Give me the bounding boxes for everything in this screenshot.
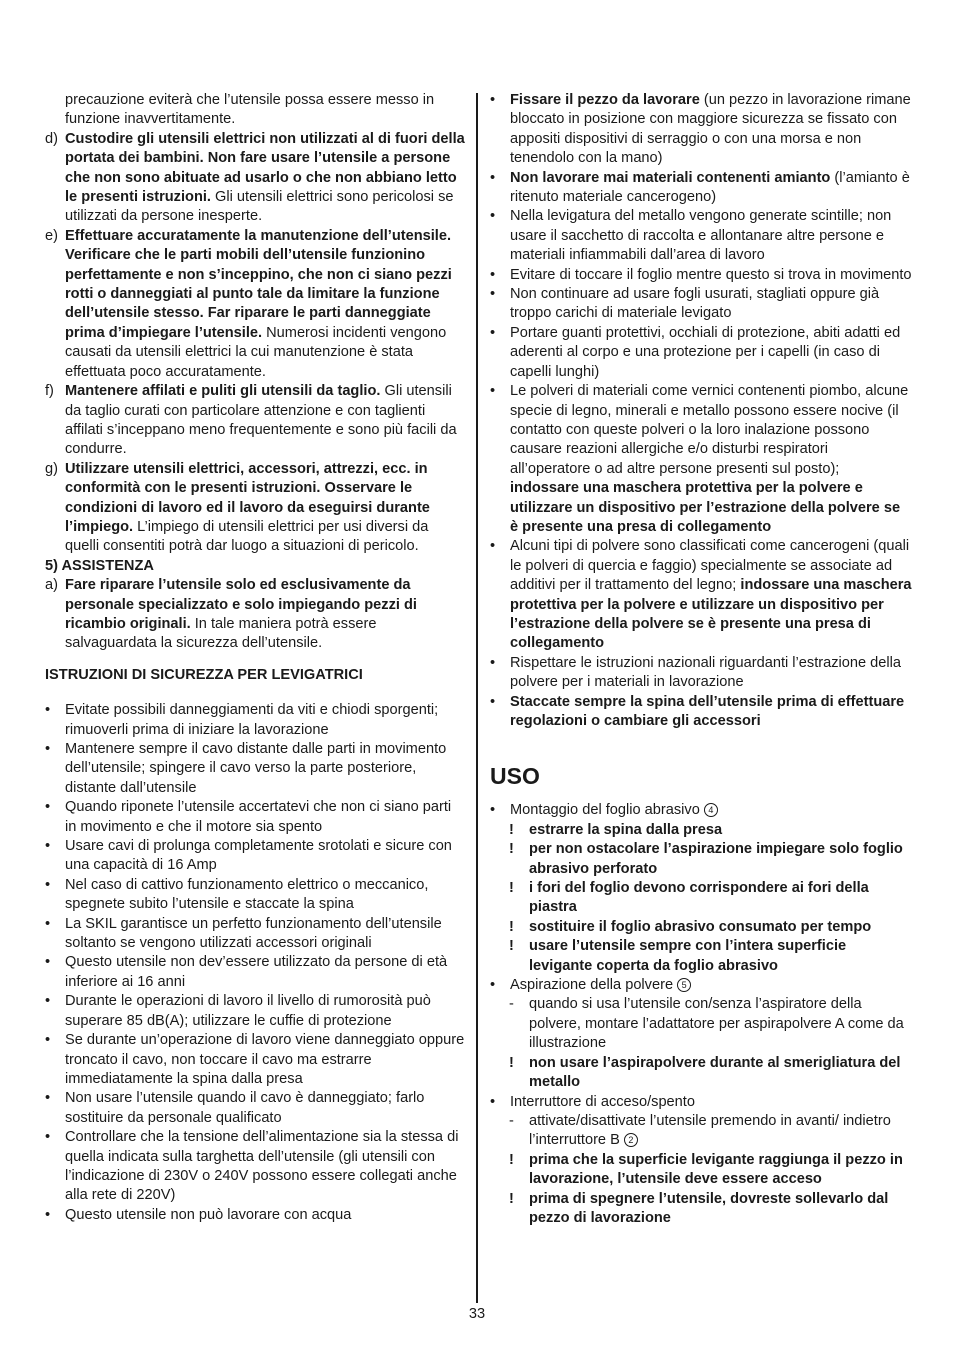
rule-g-text: L’impiego di utensili elettrici per usi diversi da quelli consentiti potrà dar luogo a situazioni di pericolo.: [65, 518, 429, 555]
warning-note: [490, 1190, 912, 1229]
safety-list-item: [45, 1031, 465, 1089]
switch-step: [490, 1112, 912, 1151]
rule-d: [45, 130, 465, 227]
warning-note: [490, 879, 912, 918]
safety-list-item: [45, 1206, 465, 1225]
rule-f-text: Gli utensili da taglio curati con particolare attenzione e con taglienti affilati s’inceppano meno frequentemente e sono più facili da condurre.: [65, 383, 457, 458]
rule-g-bold: Utilizzare utensili elettrici, accessori, attrezzi, ecc. in conformità con le presenti istruzioni. Osservare le condizioni di lavoro ed il lavoro da eseguirsi durante l’impiego.: [65, 460, 430, 535]
bullet-marker: •: [490, 802, 496, 819]
bullet-marker: •: [45, 993, 51, 1010]
safety-list-item-text: Questo utensile non dev’essere utilizzato da persone di età inferiore ai 16 anni: [65, 954, 448, 990]
warning-marker: !: [509, 1151, 514, 1168]
safety-list-item: [45, 740, 465, 798]
safety-item-harmful-dust: [490, 382, 912, 537]
bullet-marker: •: [45, 799, 51, 816]
warning-text: non usare l’aspirapolvere durante al smerigliatura del metallo: [529, 1054, 901, 1091]
bullet-marker: •: [490, 538, 496, 555]
warning-note: [490, 937, 912, 976]
safety-item-bold: Staccate sempre la spina dell’utensile prima di effettuare regolazioni o cambiare gli accessori: [510, 693, 905, 729]
safety-item-worn-sheets: [490, 285, 912, 324]
bullet-marker: •: [45, 915, 51, 932]
rule-g: [45, 460, 465, 557]
safety-list-item: [45, 876, 465, 915]
dust-extraction-warning: [490, 1054, 912, 1093]
bullet-marker: •: [490, 169, 496, 186]
warning-note: [490, 821, 912, 840]
dash-marker: -: [509, 996, 514, 1013]
warning-note-text: prima che la superficie levigante raggiunga il pezzo in lavorazione, l’utensile deve essere acceso: [529, 1151, 903, 1188]
warning-note-text: per non ostacolare l’aspirazione impiegare solo foglio abrasivo perforato: [529, 841, 903, 877]
safety-item-fix-workpiece: [490, 91, 912, 169]
rule-g-marker: g): [45, 460, 58, 477]
bullet-marker: •: [490, 286, 496, 303]
safety-list-item-text: La SKIL garantisce un perfetto funzionamento dell’utensile soltanto se vengono utilizzati accessori originali: [65, 915, 442, 952]
switch-notes: [490, 1151, 912, 1229]
warning-note-text: estrarre la spina dalla presa: [529, 821, 723, 838]
safety-item-carcinogenic-dust: [490, 537, 912, 653]
usage-item-text: Interruttore di acceso/spento: [510, 1093, 695, 1110]
warning-note-text: sostituire il foglio abrasivo consumato per tempo: [529, 918, 872, 935]
safety-item-text: Evitare di toccare il foglio mentre questo si trova in movimento: [510, 266, 912, 283]
bullet-marker: •: [490, 977, 496, 994]
rule-e-text: Numerosi incidenti vengono causati da utensili elettrici la cui manutenzione è stata effettuata poco accuratamente.: [65, 324, 447, 380]
bullet-marker: •: [490, 92, 496, 108]
bullet-marker: •: [45, 1090, 51, 1107]
usage-item-text: Aspirazione della polvere: [510, 977, 674, 994]
safety-list-item: [45, 992, 465, 1031]
safety-list-item-text: Durante le operazioni di lavoro il livello di rumorosità può superare 85 dB(A); utilizzare le cuffie di protezione: [65, 993, 431, 1029]
rule-a-bold: Fare riparare l’utensile solo ed esclusivamente da personale specializzato e solo impiegando pezzi di ricambio originali.: [65, 577, 417, 632]
safety-item-bold: indossare una maschera protettiva per la polvere e utilizzare un dispositivo per l’estrazione della polvere se è presente una presa di collegamento: [510, 480, 901, 535]
safety-item-asbestos: [490, 169, 912, 208]
safety-item-bold: Fissare il pezzo da lavorare: [510, 92, 700, 108]
rule-d-text: Gli utensili elettrici sono pericolosi se utilizzati da persone inesperte.: [65, 189, 454, 225]
safety-item-bold: indossare una maschera protettiva per la polvere e utilizzare un dispositivo per l’estrazione della polvere se è presente una presa di collegamento: [510, 577, 912, 652]
bullet-marker: •: [490, 208, 496, 225]
figure-5-ref-icon: 5: [677, 978, 691, 992]
step-text: quando si usa l’utensile con/senza l’aspiratore della polvere, montare l’adattatore per aspirapolvere A come da illustrazione: [529, 996, 904, 1052]
safety-list-item-text: Se durante un’operazione di lavoro viene danneggiato oppure troncato il cavo, non toccare il cavo ma estrarre immediatamente la spina dalla presa: [65, 1032, 465, 1087]
warning-note-text: i fori del foglio devono corrispondere ai fori della piastra: [529, 880, 869, 916]
figure-4-ref-icon: 4: [704, 803, 718, 817]
bullet-marker: •: [45, 876, 51, 893]
bullet-marker: •: [490, 1093, 496, 1110]
safety-item-sparks: [490, 207, 912, 265]
warning-marker: !: [509, 880, 514, 897]
rule-f-bold: Mantenere affilati e puliti gli utensili da taglio.: [65, 383, 381, 400]
warning-marker: !: [509, 841, 514, 858]
dust-extraction-step: [490, 995, 912, 1053]
page-number: 33: [468, 1306, 486, 1322]
figure-2-ref-icon: 2: [624, 1133, 638, 1147]
safety-list-item: [45, 953, 465, 992]
warning-note-text: usare l’utensile sempre con l’intera superficie levigante coperta da foglio abrasivo: [529, 938, 847, 974]
warning-marker: !: [509, 1054, 514, 1071]
sander-safety-list: [45, 701, 465, 1225]
bullet-marker: •: [45, 838, 51, 855]
bullet-marker: •: [45, 954, 51, 971]
safety-item-text: Portare guanti protettivi, occhiali di protezione, abiti adatti ed aderenti al corpo e una protezione per i capelli (in caso di capelli lunghi): [510, 324, 901, 380]
safety-list-item-text: Mantenere sempre il cavo distante dalle parti in movimento dell’utensile; spingere il cavo verso la parte posteriore, distante dall’utensile: [65, 741, 447, 796]
safety-item-text: Alcuni tipi di polvere sono classificati come cancerogeni (quali le polveri di quercia e faggio) specialmente se associate ad additivi per il trattamento del legno;: [510, 538, 910, 594]
sander-safety-heading: ISTRUZIONI DI SICUREZZA PER LEVIGATRICI: [45, 666, 363, 683]
bullet-marker: •: [45, 741, 51, 757]
usage-item-text: Montaggio del foglio abrasivo: [510, 802, 700, 819]
safety-list-item: [45, 701, 465, 740]
warning-note: [490, 1151, 912, 1190]
safety-list-item: [45, 837, 465, 876]
safety-item-text: Non continuare ad usare fogli usurati, stagliati oppure già troppo carichi di materiale levigato: [510, 286, 880, 322]
warning-marker: !: [509, 938, 514, 955]
column-divider: [476, 93, 478, 1303]
left-column: [45, 91, 465, 1225]
safety-list-item: [45, 1128, 465, 1206]
safety-item-text: (l’amianto è ritenuto materiale cancerogeno): [510, 169, 910, 206]
rule-d-marker: d): [45, 130, 58, 147]
warning-marker: !: [509, 1190, 514, 1207]
safety-list-item: [45, 798, 465, 837]
warning-note-text: prima di spegnere l’utensile, dovreste sollevarlo dal pezzo di lavorazione: [529, 1190, 889, 1226]
usage-item-dust-extraction: [490, 976, 912, 995]
safety-list-item: [45, 915, 465, 954]
safety-list-item-text: Usare cavi di prolunga completamente srotolati e sicure con una capacità di 16 Amp: [65, 838, 452, 874]
safety-list-item-text: Controllare che la tensione dell’alimentazione sia la stessa di quella indicata sulla targhetta dell’utensile (gli utensili con l’indicazione di 230V o 240V possono essere collegati anche alla rete di 220V): [65, 1129, 459, 1204]
rule-a-text: In tale maniera potrà essere salvaguardata la sicurezza dell’utensile.: [65, 615, 377, 652]
safety-item-unplug: [490, 693, 912, 732]
safety-list-item-text: Evitate possibili danneggiamenti da viti e chiodi sporgenti; rimuoverli prima di iniziare la lavorazione: [65, 702, 439, 738]
rule-f-marker: f): [45, 383, 54, 400]
safety-list-item-text: Questo utensile non può lavorare con acqua: [65, 1206, 352, 1223]
rule-e: [45, 227, 465, 382]
rule-e-bold: Effettuare accuratamente la manutenzione dell’utensile. Verificare che le parti mobili dell’utensile funzionino perfettamente e non s’inceppino, che non ci siano pezzi rotti o danneggiati al punto tale da limitare la funzione dell’utensile stesso. Far riparare le parti danneggiate prima d’impiegare l’utensile.: [65, 227, 452, 341]
bullet-marker: •: [45, 1129, 51, 1146]
dash-marker: -: [509, 1112, 514, 1129]
warning-note: [490, 840, 912, 879]
safety-item-text: Rispettare le istruzioni nazionali riguardanti l’estrazione della polvere per i materiali in lavorazione: [510, 654, 901, 691]
bullet-marker: •: [45, 1032, 51, 1049]
bullet-marker: •: [45, 702, 51, 719]
uso-heading: USO: [490, 763, 540, 790]
safety-item-protective-gear: [490, 324, 912, 382]
bullet-marker: •: [45, 1206, 51, 1223]
rule-a: [45, 576, 465, 654]
warning-marker: !: [509, 918, 514, 935]
safety-list-item-text: Nel caso di cattivo funzionamento elettrico o meccanico, spegnete subito l’utensile e staccate la spina: [65, 876, 429, 913]
rule-d-bold: Custodire gli utensili elettrici non utilizzati al di fuori della portata dei bambini. Non fare usare l’utensile a persone che non sono abituate ad usarlo o che non abbiano letto le presenti istruzioni.: [65, 130, 465, 206]
sheet-mounting-notes: [490, 821, 912, 976]
usage-item-on-off-switch: [490, 1093, 912, 1112]
safety-list-item-text: Quando riponete l’utensile accertatevi che non ci siano parti in movimento e che il motore sia spento: [65, 799, 452, 835]
intro-paragraph: precauzione eviterà che l’utensile possa essere messo in funzione inavvertitamente.: [65, 92, 435, 128]
step-text: attivate/disattivate l’utensile premendo in avanti/ indietro l’interruttore B: [529, 1112, 891, 1149]
rule-e-marker: e): [45, 227, 58, 244]
safety-list-item: [45, 1089, 465, 1128]
section-5-heading: 5) ASSISTENZA: [45, 557, 154, 574]
safety-list-item-text: Non usare l’utensile quando il cavo è danneggiato; farlo sostituire da personale qualificato: [65, 1090, 425, 1126]
bullet-marker: •: [490, 266, 496, 283]
warning-marker: !: [509, 821, 514, 838]
usage-item-sheet-mounting: [490, 801, 912, 820]
safety-item-text: Nella levigatura del metallo vengono generate scintille; non usare il sacchetto di raccolta e allontanare altre persone e materiali infiammabili dall’area di lavoro: [510, 208, 892, 264]
bullet-marker: •: [490, 693, 496, 710]
safety-item-text: Le polveri di materiali come vernici contenenti piombo, alcune specie di legno, minerali e metallo possono essere nocive (il contatto con queste polveri o la loro inalazione possono causare reazioni allergiche e/o disturbi respiratori all’operatore o ad altre persone presenti sul posto);: [510, 383, 909, 477]
warning-note: [490, 918, 912, 937]
safety-item-national-rules: [490, 654, 912, 693]
bullet-marker: •: [490, 654, 496, 671]
rule-f: [45, 382, 465, 460]
safety-item-bold: Non lavorare mai materiali contenenti amianto: [510, 169, 831, 186]
safety-item-touch-sheet: [490, 266, 912, 285]
rule-a-marker: a): [45, 577, 58, 594]
right-column: [490, 91, 912, 1228]
bullet-marker: •: [490, 324, 496, 341]
safety-item-text: (un pezzo in lavorazione rimane bloccato in posizione con maggiore sicurezza se fissato con appositi dispositivi di serraggio o con una morsa e non tenendolo con la mano): [510, 92, 911, 167]
bullet-marker: •: [490, 383, 496, 400]
